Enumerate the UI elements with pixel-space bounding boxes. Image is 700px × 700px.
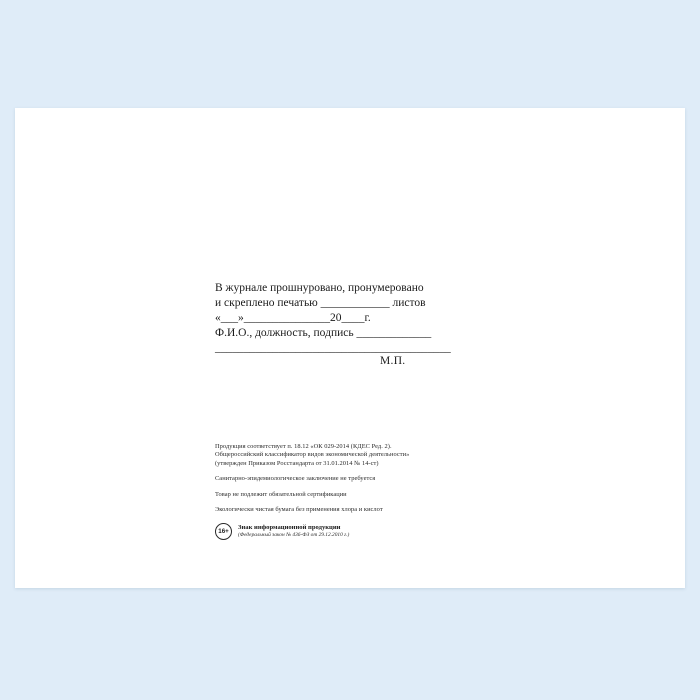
compliance-line-1: Продукция соответствует п. 18.12 «ОК 029-2014 (КДЕС Ред. 2). [215, 443, 392, 450]
age-rating-icon: 16+ [215, 523, 232, 540]
seal-line-4-signature: Ф.И.О., должность, подпись _____________ [215, 327, 432, 339]
seal-line-1: В журнале прошнуровано, пронумеровано [215, 282, 424, 294]
seal-line-3-date: «___»_______________20____г. [215, 312, 371, 324]
sanitary-note: Санитарно-эпидемиологическое заключение не требуется [215, 475, 376, 483]
age-rating-text [238, 524, 349, 539]
compliance-line-3: (утвержден Приказом Росстандарта от 31.01.2014 № 14-ст) [215, 459, 379, 467]
seal-line-2: и скреплено печатью ____________ листов [215, 297, 426, 309]
document-sheet [15, 108, 685, 588]
seal-line-5-blank: _________________________________________ [215, 342, 451, 354]
certification-note: Товар не подлежит обязательной сертификации [215, 490, 347, 498]
age-rating-subtitle: (Федеральный закон № 436-ФЗ от 29.12.2010 г.) [238, 532, 350, 539]
seal-statement-block [215, 281, 515, 356]
compliance-line-2: Общероссийский классификатор видов экономической деятельности» [215, 451, 410, 459]
stamp-place-label: М.П. [380, 355, 406, 367]
document-page-content [15, 108, 685, 588]
product-compliance-note [215, 443, 545, 468]
age-rating-title: Знак информационной продукции [238, 524, 341, 532]
eco-paper-note: Экологически чистая бумага без применения хлора и кислот [215, 506, 383, 514]
age-rating-row [215, 523, 545, 540]
certification-notes-block [215, 443, 545, 540]
